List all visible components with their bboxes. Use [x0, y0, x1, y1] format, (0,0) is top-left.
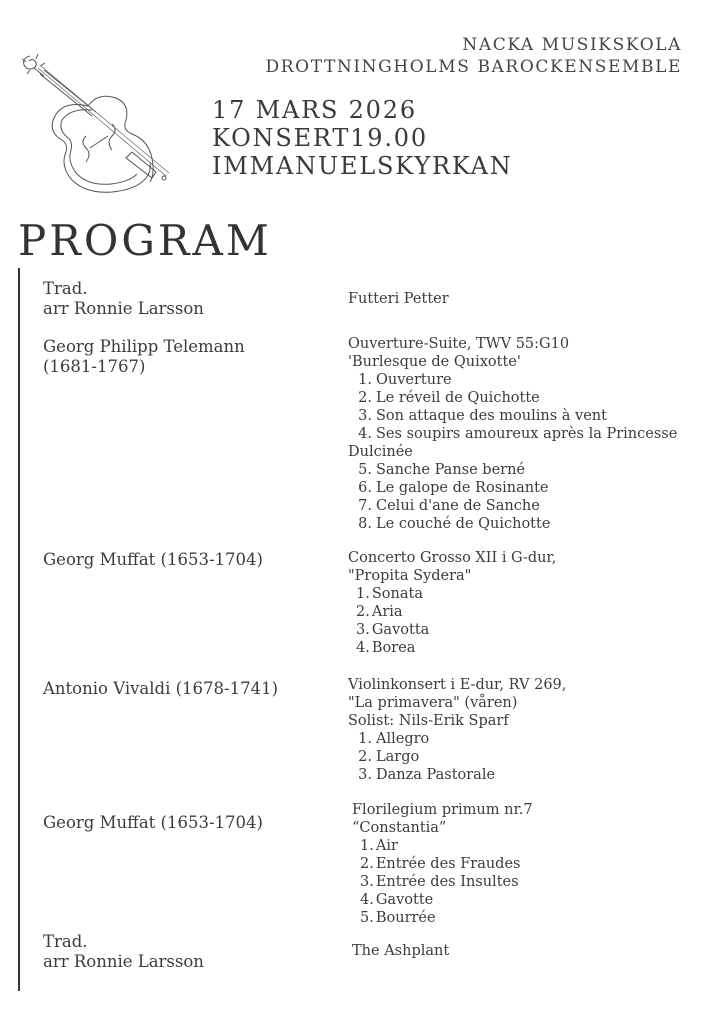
program-entry-work: [352, 801, 533, 927]
concert-date: 17 MARS 2026: [212, 96, 417, 124]
composer-line: Trad.: [43, 932, 88, 951]
movement: 2. Le réveil de Quichotte: [358, 390, 540, 406]
program-entry-composer: [43, 337, 245, 377]
movement: 4. Ses soupirs amoureux après la Princesse: [358, 426, 678, 442]
composer-line: Georg Muffat (1653-1704): [43, 813, 263, 832]
movement: 1. Ouverture: [358, 372, 452, 388]
movement: 5. Bourrée: [360, 910, 436, 926]
work-title: Violinkonsert i E-dur, RV 269,: [348, 677, 567, 693]
movement: 8. Le couché de Quichotte: [358, 516, 551, 532]
composer-line: (1681-1767): [43, 357, 146, 376]
work-title: Ouverture-Suite, TWV 55:G10: [348, 336, 570, 352]
program-divider-line: [18, 268, 20, 991]
violin-icon: [16, 48, 196, 198]
movement: 4. Gavotte: [360, 892, 434, 908]
movement: 1. Allegro: [358, 731, 430, 747]
program-entry-composer: [43, 279, 204, 319]
work-subtitle: "Propita Sydera": [348, 568, 472, 584]
movement: 2. Entrée des Fraudes: [360, 856, 521, 872]
movement-continuation: Dulcinée: [348, 444, 413, 460]
movement: 2. Largo: [358, 749, 420, 765]
program-entry-composer: [43, 932, 204, 972]
movement: 5. Sanche Panse berné: [358, 462, 526, 478]
composer-line: arr Ronnie Larsson: [43, 952, 204, 971]
work-subtitle: "La primavera" (våren): [348, 695, 518, 711]
composer-line: Antonio Vivaldi (1678-1741): [43, 679, 279, 698]
program-title: PROGRAM: [18, 216, 272, 265]
movement: 3. Entrée des Insultes: [360, 874, 519, 890]
program-entry-work: [352, 942, 449, 960]
organization-header: [266, 34, 682, 78]
movement: 7. Celui d'ane de Sanche: [358, 498, 540, 514]
organization-name: NACKA MUSIKSKOLA: [462, 35, 682, 55]
concert-venue: IMMANUELSKYRKAN: [212, 152, 513, 180]
concert-time: KONSERT19.00: [212, 124, 428, 152]
movement: 6. Le galope de Rosinante: [358, 480, 549, 496]
program-entry-composer: [43, 550, 263, 570]
movement: 1. Air: [360, 838, 398, 854]
program-entry-composer: [43, 813, 263, 833]
movement: 2. Aria: [356, 604, 403, 620]
movement: 4. Borea: [356, 640, 416, 656]
composer-line: Georg Philipp Telemann: [43, 337, 245, 356]
work-title: Futteri Petter: [348, 291, 449, 307]
program-entry-work: [348, 290, 449, 308]
program-entry-work: [348, 676, 566, 784]
work-title: The Ashplant: [352, 943, 450, 959]
movement: 3. Gavotta: [356, 622, 430, 638]
work-subtitle: 'Burlesque de Quixotte': [348, 354, 521, 370]
movement: 3. Son attaque des moulins à vent: [358, 408, 607, 424]
work-subtitle: “Constantia”: [352, 820, 447, 836]
work-title: Florilegium primum nr.7: [352, 802, 533, 818]
program-entry-work: [348, 335, 677, 533]
program-entry-composer: [43, 679, 278, 699]
event-details: [212, 96, 513, 180]
work-title: Concerto Grosso XII i G-dur,: [348, 550, 557, 566]
ensemble-name: DROTTNINGHOLMS BAROCKENSEMBLE: [265, 57, 682, 77]
composer-line: arr Ronnie Larsson: [43, 299, 204, 318]
movement: 3. Danza Pastorale: [358, 767, 496, 783]
soloist: Solist: Nils-Erik Sparf: [348, 713, 509, 729]
program-entry-work: [348, 549, 556, 657]
movement: 1. Sonata: [356, 586, 423, 602]
composer-line: Trad.: [43, 279, 88, 298]
composer-line: Georg Muffat (1653-1704): [43, 550, 263, 569]
